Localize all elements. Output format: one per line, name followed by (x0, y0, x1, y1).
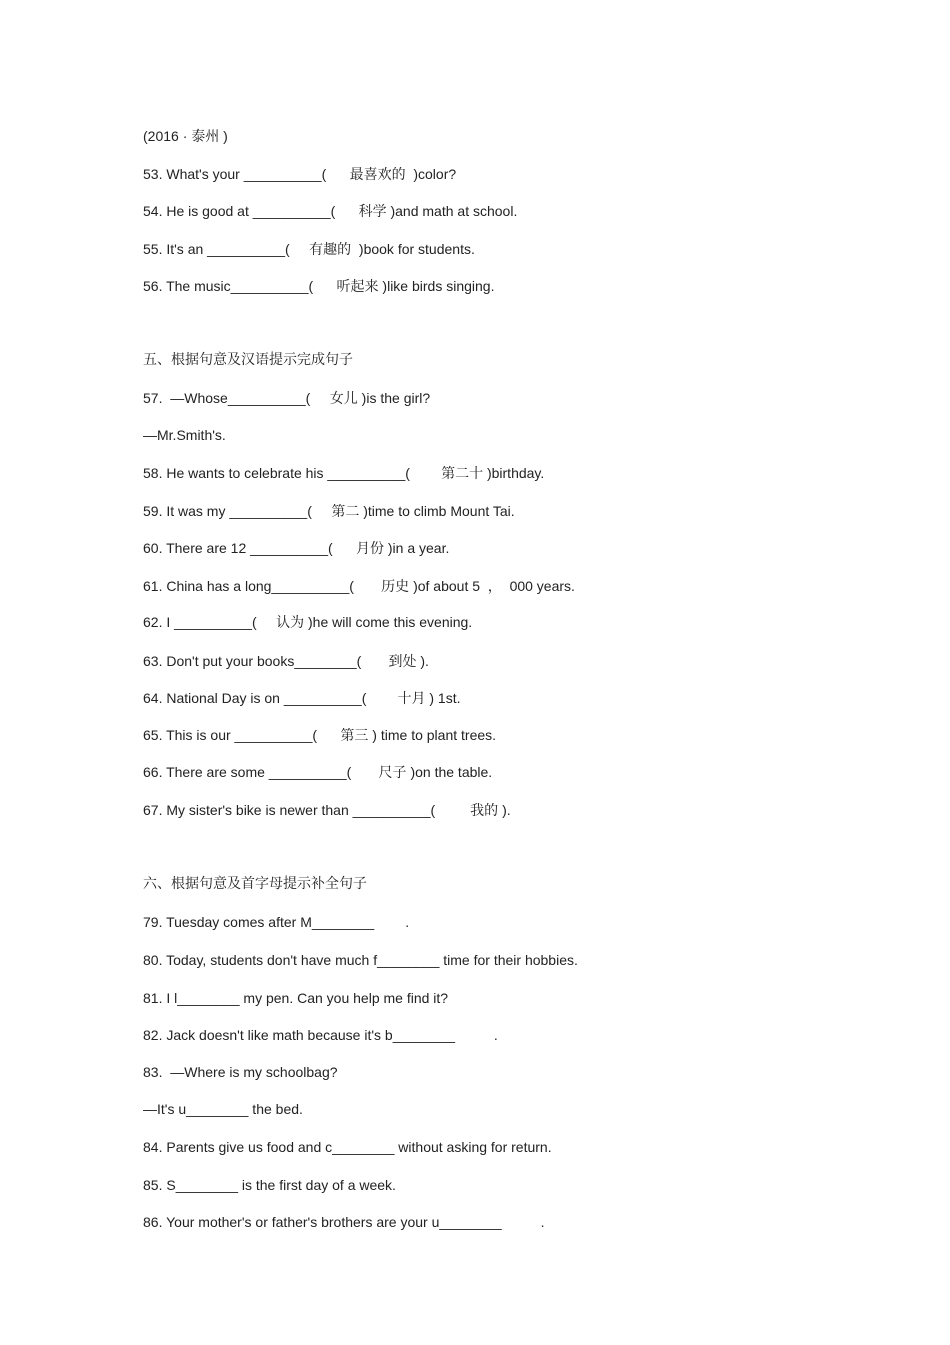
question-57-answer: ―Mr.Smith's. (143, 427, 226, 443)
question-84: 84. Parents give us food and c________ without asking for return. (143, 1139, 552, 1155)
question-56: 56. The music__________( 听起来 )like birds singing. (143, 278, 495, 294)
question-64: 64. National Day is on __________( 十月 ) 1st. (143, 690, 461, 706)
question-55: 55. It's an __________( 有趣的 )book for students. (143, 241, 475, 257)
question-67: 67. My sister's bike is newer than __________( 我的 ). (143, 802, 511, 818)
question-66: 66. There are some __________( 尺子 )on the table. (143, 764, 493, 780)
section-five-title: 五、根据句意及汉语提示完成句子 (143, 351, 353, 367)
question-79: 79. Tuesday comes after M________ . (143, 914, 410, 930)
question-57: 57. ―Whose__________( 女儿 )is the girl? (143, 390, 431, 406)
question-62: 62. I __________( 认为 )he will come this evening. (143, 614, 473, 630)
question-58: 58. He wants to celebrate his __________( 第二十 )birthday. (143, 465, 545, 481)
question-54: 54. He is good at __________( 科学 )and math at school. (143, 203, 518, 219)
question-83: 83. ―Where is my schoolbag? (143, 1064, 338, 1080)
question-59: 59. It was my __________( 第二 )time to climb Mount Tai. (143, 503, 515, 519)
question-83-answer: ―It's u________ the bed. (143, 1101, 303, 1117)
source-note: (2016 · 泰州 ) (143, 128, 228, 144)
question-81: 81. I l________ my pen. Can you help me find it? (143, 990, 449, 1006)
question-63: 63. Don't put your books________( 到处 ). (143, 653, 429, 669)
question-65: 65. This is our __________( 第三 ) time to plant trees. (143, 727, 497, 743)
question-86: 86. Your mother's or father's brothers are your u________ . (143, 1214, 545, 1230)
question-85: 85. S________ is the first day of a week. (143, 1177, 396, 1193)
question-82: 82. Jack doesn't like math because it's b________ . (143, 1027, 498, 1043)
question-53: 53. What's your __________( 最喜欢的 )color? (143, 166, 457, 182)
section-six-title: 六、根据句意及首字母提示补全句子 (143, 875, 367, 891)
question-80: 80. Today, students don't have much f________ time for their hobbies. (143, 952, 578, 968)
question-60: 60. There are 12 __________( 月份 )in a year. (143, 540, 450, 556)
question-61: 61. China has a long__________( 历史 )of about 5 ， 000 years. (143, 578, 575, 594)
